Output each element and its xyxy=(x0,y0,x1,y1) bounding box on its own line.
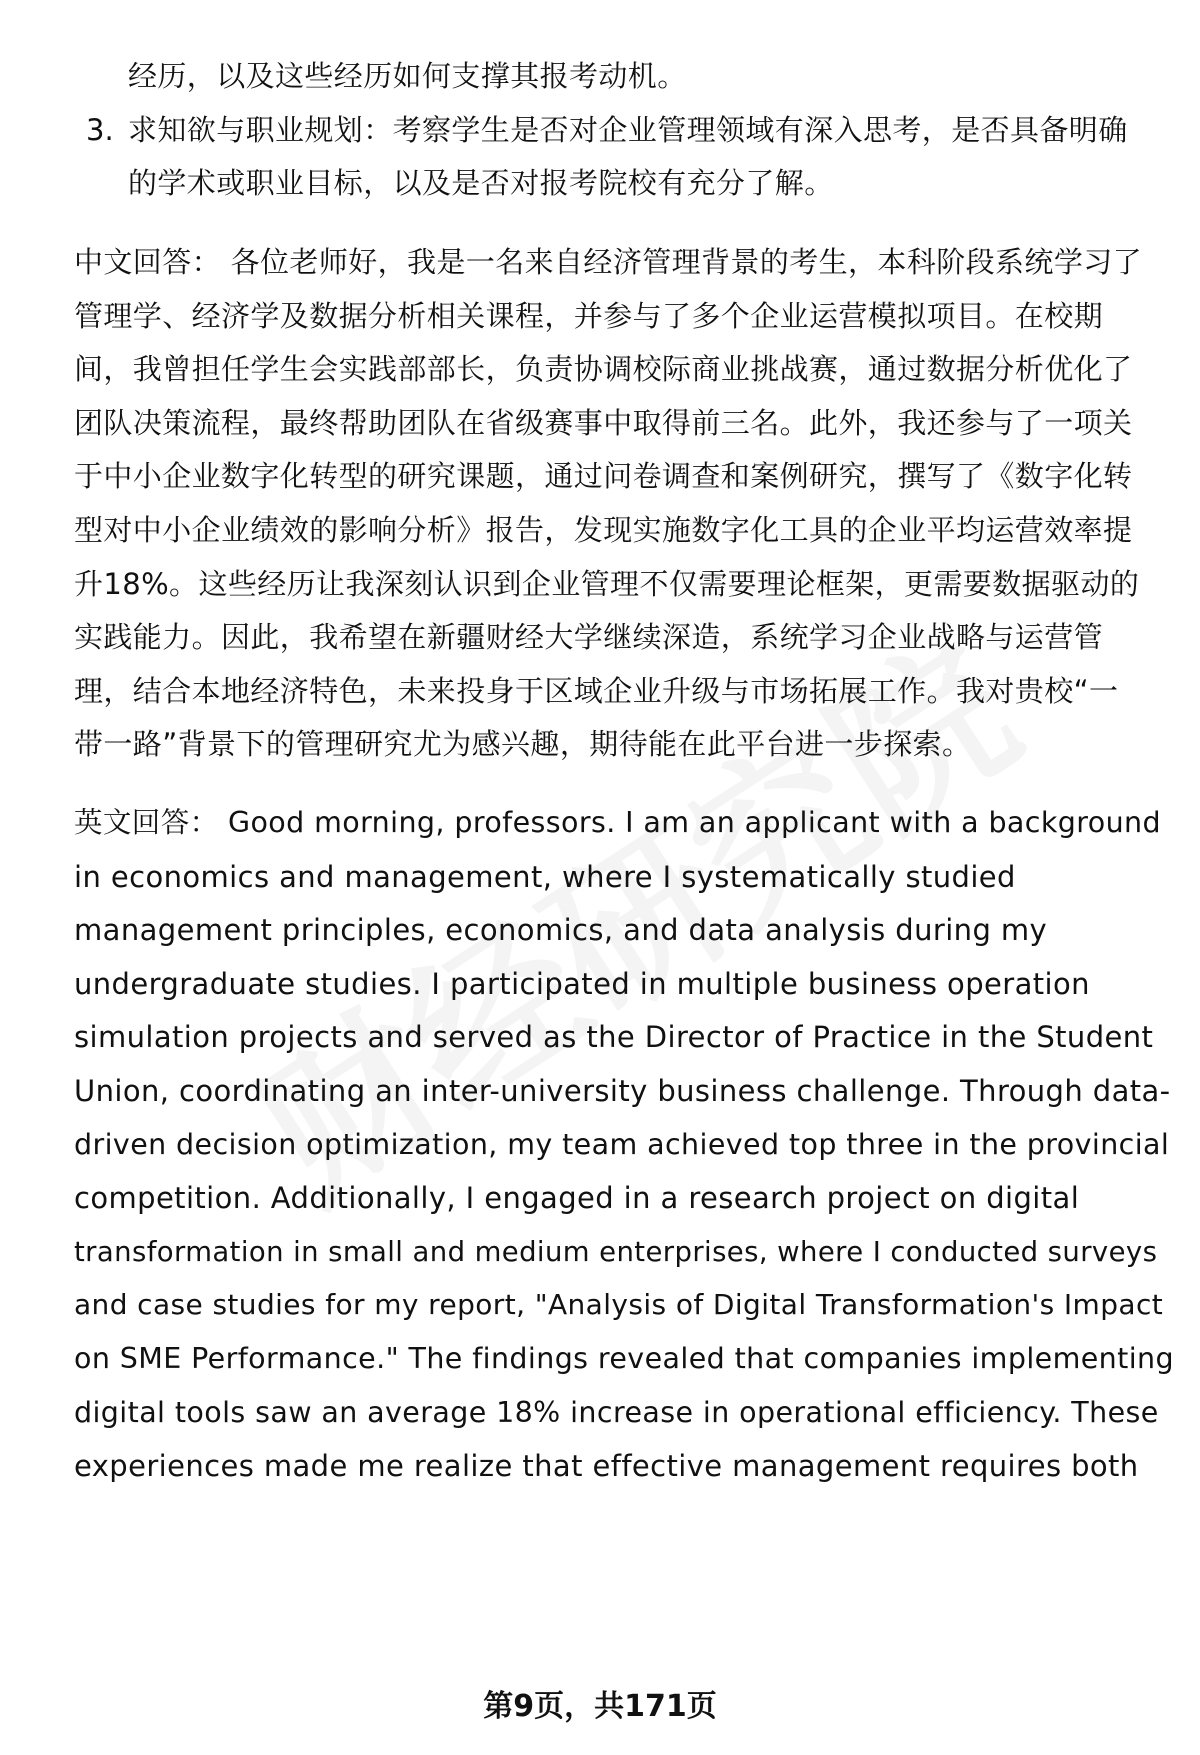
chinese-answer-line: 管理学、经济学及数据分析相关课程，并参与了多个企业运营模拟项目。在校期 xyxy=(74,299,1104,333)
english-answer-line: digital tools saw an average 18% increase in operational efficiency. These xyxy=(74,1396,1159,1429)
chinese-answer-line: 理，结合本地经济特色，未来投身于区域企业升级与市场拓展工作。我对贵校“一 xyxy=(74,674,1119,708)
chinese-answer-line: 带一路”背景下的管理研究尤为感兴趣，期待能在此平台进一步探索。 xyxy=(74,727,972,761)
chinese-answer-line: 实践能力。因此，我希望在新疆财经大学继续深造，系统学习企业战略与运营管 xyxy=(74,620,1104,654)
list-item-continuation: 经历，以及这些经历如何支撑其报考动机。 xyxy=(128,59,687,93)
english-answer-line: undergraduate studies. I participated in multiple business operation xyxy=(74,967,1090,1001)
page-number: 第9页，共171页 xyxy=(483,1689,717,1724)
english-answer-line: in economics and management, where I systematically studied xyxy=(74,860,1016,894)
chinese-answer-line: 型对中小企业绩效的影响分析》报告，发现实施数字化工具的企业平均运营效率提 xyxy=(74,513,1133,547)
english-answer-line: competition. Additionally, I engaged in a research project on digital xyxy=(74,1181,1080,1215)
english-answer-line: experiences made me realize that effective management requires both xyxy=(74,1449,1139,1483)
chinese-answer-line: 升18%。这些经历让我深刻认识到企业管理不仅需要理论框架，更需要数据驱动的 xyxy=(74,567,1140,601)
list-item-3-line-2: 的学术或职业目标，以及是否对报考院校有充分了解。 xyxy=(128,166,834,200)
chinese-answer-line: 团队决策流程，最终帮助团队在省级赛事中取得前三名。此外，我还参与了一项关 xyxy=(74,406,1133,440)
chinese-answer-line: 于中小企业数字化转型的研究课题，通过问卷调查和案例研究，撰写了《数字化转 xyxy=(74,459,1133,493)
english-answer-line: simulation projects and served as the Director of Practice in the Student xyxy=(74,1020,1154,1054)
english-answer-line: Union, coordinating an inter-university business challenge. Through data- xyxy=(74,1074,1171,1108)
english-answer-line: transformation in small and medium enterprises, where I conducted surveys xyxy=(74,1236,1158,1268)
english-answer-line: driven decision optimization, my team achieved top three in the provincial xyxy=(74,1128,1170,1161)
english-answer-line: 英文回答： Good morning, professors. I am an applicant with a background xyxy=(74,806,1162,839)
list-item-number: 3. xyxy=(86,113,114,147)
list-item-3-line-1: 求知欲与职业规划：考察学生是否对企业管理领域有深入思考，是否具备明确 xyxy=(128,113,1128,147)
english-answer-line: and case studies for my report, "Analysis of Digital Transformation's Impact xyxy=(74,1288,1164,1321)
chinese-answer-line: 间，我曾担任学生会实践部部长，负责协调校际商业挑战赛，通过数据分析优化了 xyxy=(74,352,1133,386)
english-answer-line: on SME Performance." The findings revealed that companies implementing xyxy=(74,1342,1174,1375)
english-answer-line: management principles, economics, and data analysis during my xyxy=(74,913,1048,947)
chinese-answer-line: 中文回答： 各位老师好，我是一名来自经济管理背景的考生，本科阶段系统学习了 xyxy=(74,245,1143,279)
